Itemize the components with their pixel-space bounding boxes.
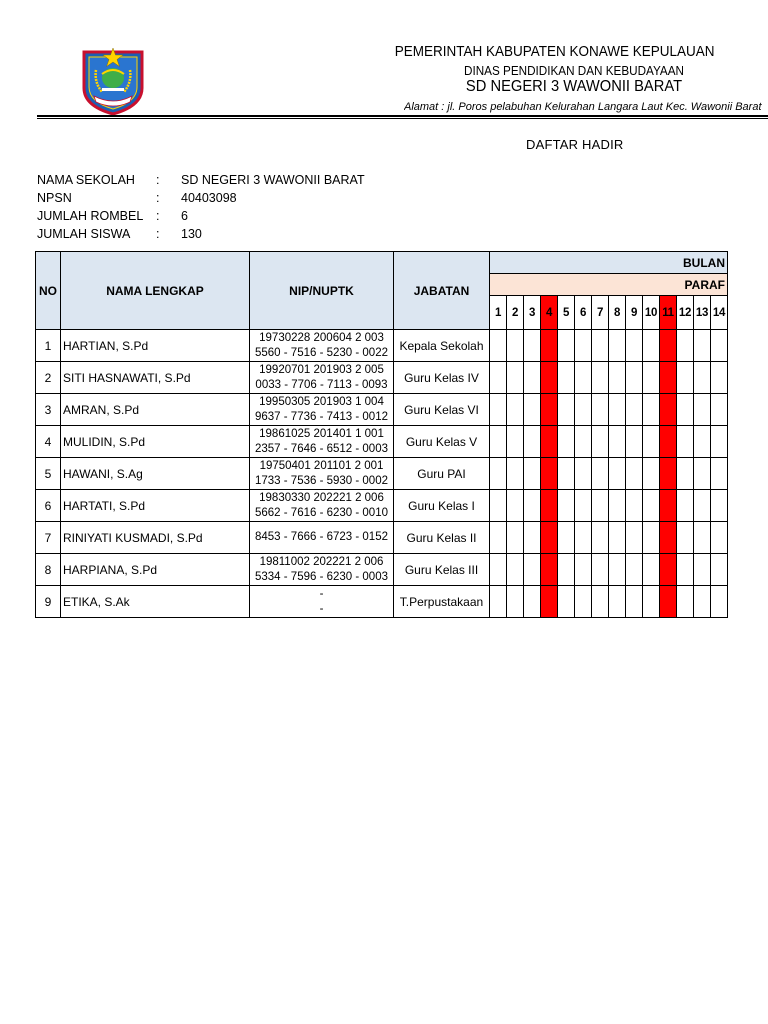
attendance-cell xyxy=(507,330,524,362)
attendance-cell xyxy=(609,362,626,394)
attendance-cell xyxy=(524,586,541,618)
attendance-cell xyxy=(626,490,643,522)
attendance-cell xyxy=(711,362,728,394)
attendance-cell xyxy=(541,426,558,458)
attendance-cell xyxy=(660,362,677,394)
attendance-cell xyxy=(524,330,541,362)
attendance-cell xyxy=(524,458,541,490)
row-nip xyxy=(250,330,394,362)
header-rule-thin xyxy=(37,118,768,119)
attendance-cell xyxy=(592,586,609,618)
info-label: JUMLAH SISWA xyxy=(37,227,131,241)
nuptk-value: 2357 - 7646 - 6512 - 0003 xyxy=(255,442,388,455)
nuptk-value: 5662 - 7616 - 6230 - 0010 xyxy=(255,506,388,519)
attendance-cell xyxy=(490,426,507,458)
attendance-cell xyxy=(643,554,660,586)
day-header-1: 1 xyxy=(490,296,507,330)
header-jabatan: JABATAN xyxy=(394,252,490,330)
attendance-cell xyxy=(507,458,524,490)
header-rule-thick xyxy=(37,115,768,117)
day-header-9: 9 xyxy=(626,296,643,330)
row-jabatan: Guru Kelas VI xyxy=(394,394,490,426)
attendance-cell xyxy=(507,426,524,458)
attendance-cell xyxy=(626,330,643,362)
attendance-cell xyxy=(677,586,694,618)
attendance-cell xyxy=(524,522,541,554)
row-nip xyxy=(250,426,394,458)
attendance-cell xyxy=(507,554,524,586)
attendance-table-wrap xyxy=(35,251,768,631)
day-header-13: 13 xyxy=(694,296,711,330)
attendance-cell xyxy=(541,554,558,586)
day-header-12: 12 xyxy=(677,296,694,330)
attendance-cell xyxy=(541,362,558,394)
row-nip xyxy=(250,362,394,394)
attendance-cell xyxy=(677,490,694,522)
attendance-body xyxy=(36,330,728,618)
attendance-cell xyxy=(694,522,711,554)
day-header-4: 4 xyxy=(541,296,558,330)
row-jabatan: T.Perpustakaan xyxy=(394,586,490,618)
attendance-cell xyxy=(558,330,575,362)
info-label: JUMLAH ROMBEL xyxy=(37,209,144,223)
attendance-cell xyxy=(643,394,660,426)
header-department: DINAS PENDIDIKAN DAN KEBUDAYAAN xyxy=(464,63,684,78)
row-nama: MULIDIN, S.Pd xyxy=(61,426,250,458)
attendance-cell xyxy=(643,522,660,554)
info-label: NAMA SEKOLAH xyxy=(37,173,135,187)
attendance-cell xyxy=(643,458,660,490)
attendance-cell xyxy=(660,586,677,618)
attendance-cell xyxy=(711,554,728,586)
attendance-cell xyxy=(609,586,626,618)
row-no: 2 xyxy=(36,362,61,394)
attendance-cell xyxy=(677,426,694,458)
attendance-cell xyxy=(609,426,626,458)
attendance-cell xyxy=(643,490,660,522)
attendance-cell xyxy=(490,330,507,362)
attendance-cell xyxy=(677,362,694,394)
attendance-cell xyxy=(558,490,575,522)
row-nama: ETIKA, S.Ak xyxy=(61,586,250,618)
info-value: 130 xyxy=(181,227,202,241)
attendance-cell xyxy=(524,554,541,586)
attendance-cell xyxy=(643,330,660,362)
attendance-cell xyxy=(643,362,660,394)
nip-value: 19950305 201903 1 004 xyxy=(259,395,384,408)
attendance-cell xyxy=(711,330,728,362)
row-nama: HARTATI, S.Pd xyxy=(61,490,250,522)
attendance-cell xyxy=(626,362,643,394)
day-header-14: 14 xyxy=(711,296,728,330)
attendance-cell xyxy=(694,394,711,426)
attendance-cell xyxy=(558,394,575,426)
row-jabatan: Guru PAI xyxy=(394,458,490,490)
attendance-cell xyxy=(507,586,524,618)
attendance-cell xyxy=(711,490,728,522)
info-value: 6 xyxy=(181,209,188,223)
row-nip xyxy=(250,458,394,490)
day-header-7: 7 xyxy=(592,296,609,330)
nuptk-value: 9637 - 7736 - 7413 - 0012 xyxy=(255,410,388,423)
row-jabatan: Guru Kelas V xyxy=(394,426,490,458)
day-header-6: 6 xyxy=(575,296,592,330)
info-colon: : xyxy=(156,173,160,187)
day-header-11: 11 xyxy=(660,296,677,330)
attendance-cell xyxy=(677,554,694,586)
attendance-cell xyxy=(575,586,592,618)
row-jabatan: Guru Kelas IV xyxy=(394,362,490,394)
row-no: 7 xyxy=(36,522,61,554)
attendance-cell xyxy=(541,490,558,522)
attendance-cell xyxy=(609,330,626,362)
row-nama: AMRAN, S.Pd xyxy=(61,394,250,426)
attendance-cell xyxy=(524,394,541,426)
info-value: 40403098 xyxy=(181,191,237,205)
attendance-cell xyxy=(575,490,592,522)
nuptk-value: 0033 - 7706 - 7113 - 0093 xyxy=(255,378,388,391)
attendance-cell xyxy=(694,458,711,490)
attendance-cell xyxy=(524,426,541,458)
attendance-cell xyxy=(694,362,711,394)
attendance-cell xyxy=(541,586,558,618)
nip-value: 19861025 201401 1 001 xyxy=(259,427,384,440)
attendance-cell xyxy=(677,330,694,362)
info-colon: : xyxy=(156,191,160,205)
attendance-cell xyxy=(694,330,711,362)
nip-value: - xyxy=(319,587,324,600)
attendance-cell xyxy=(660,426,677,458)
attendance-cell xyxy=(694,554,711,586)
row-no: 5 xyxy=(36,458,61,490)
attendance-cell xyxy=(677,522,694,554)
attendance-cell xyxy=(490,458,507,490)
row-nama: HARPIANA, S.Pd xyxy=(61,554,250,586)
attendance-cell xyxy=(507,522,524,554)
attendance-cell xyxy=(711,426,728,458)
attendance-cell xyxy=(643,426,660,458)
info-colon: : xyxy=(156,227,160,241)
table-row xyxy=(36,586,728,618)
header-no: NO xyxy=(36,252,61,330)
header-bulan: BULAN xyxy=(490,252,728,274)
day-header-3: 3 xyxy=(524,296,541,330)
attendance-cell xyxy=(490,554,507,586)
attendance-cell xyxy=(609,490,626,522)
attendance-cell xyxy=(541,522,558,554)
attendance-cell xyxy=(609,394,626,426)
attendance-table xyxy=(35,251,728,618)
attendance-cell xyxy=(660,554,677,586)
attendance-cell xyxy=(592,458,609,490)
day-header-2: 2 xyxy=(507,296,524,330)
attendance-cell xyxy=(592,490,609,522)
attendance-cell xyxy=(558,458,575,490)
attendance-cell xyxy=(677,394,694,426)
row-nama: SITI HASNAWATI, S.Pd xyxy=(61,362,250,394)
row-no: 1 xyxy=(36,330,61,362)
row-no: 3 xyxy=(36,394,61,426)
row-no: 8 xyxy=(36,554,61,586)
attendance-cell xyxy=(575,522,592,554)
header-paraf: PARAF xyxy=(490,274,728,296)
row-nama: HAWANI, S.Ag xyxy=(61,458,250,490)
attendance-cell xyxy=(660,394,677,426)
header-nip: NIP/NUPTK xyxy=(250,252,394,330)
nip-value: 19811002 202221 2 006 xyxy=(259,555,384,568)
attendance-cell xyxy=(643,586,660,618)
row-jabatan: Kepala Sekolah xyxy=(394,330,490,362)
header-government: PEMERINTAH KABUPATEN KONAWE KEPULAUAN xyxy=(394,43,715,60)
attendance-cell xyxy=(524,362,541,394)
attendance-cell xyxy=(507,362,524,394)
header-address: Alamat : jl. Poros pelabuhan Kelurahan Langara Laut Kec. Wawonii Barat xyxy=(404,101,762,113)
attendance-cell xyxy=(507,394,524,426)
row-nip xyxy=(250,394,394,426)
attendance-cell xyxy=(626,458,643,490)
attendance-cell xyxy=(558,522,575,554)
nuptk-value: 5560 - 7516 - 5230 - 0022 xyxy=(255,346,388,359)
row-nip xyxy=(250,586,394,618)
attendance-cell xyxy=(694,426,711,458)
row-jabatan: Guru Kelas III xyxy=(394,554,490,586)
regency-logo-icon xyxy=(80,44,146,116)
nuptk-value: 1733 - 7536 - 5930 - 0002 xyxy=(255,474,388,487)
attendance-cell xyxy=(575,330,592,362)
nuptk-value: - xyxy=(319,602,324,615)
attendance-cell xyxy=(558,586,575,618)
attendance-cell xyxy=(711,394,728,426)
attendance-cell xyxy=(711,586,728,618)
attendance-cell xyxy=(694,490,711,522)
attendance-cell xyxy=(660,330,677,362)
attendance-cell xyxy=(490,586,507,618)
attendance-cell xyxy=(711,522,728,554)
attendance-cell xyxy=(592,554,609,586)
table-row xyxy=(36,490,728,522)
attendance-cell xyxy=(490,362,507,394)
row-no: 4 xyxy=(36,426,61,458)
table-row xyxy=(36,362,728,394)
table-row xyxy=(36,522,728,554)
row-nip xyxy=(250,554,394,586)
attendance-cell xyxy=(626,394,643,426)
attendance-cell xyxy=(660,522,677,554)
attendance-cell xyxy=(592,426,609,458)
header-school-name: SD NEGERI 3 WAWONII BARAT xyxy=(465,78,683,95)
attendance-cell xyxy=(660,458,677,490)
table-row xyxy=(36,458,728,490)
attendance-cell xyxy=(507,490,524,522)
table-row xyxy=(36,554,728,586)
attendance-cell xyxy=(558,554,575,586)
row-no: 6 xyxy=(36,490,61,522)
attendance-cell xyxy=(490,490,507,522)
row-jabatan: Guru Kelas I xyxy=(394,490,490,522)
attendance-cell xyxy=(575,362,592,394)
nip-value: 8453 - 7666 - 6723 - 0152 xyxy=(255,531,388,543)
day-header-8: 8 xyxy=(609,296,626,330)
nip-value: 19830330 202221 2 006 xyxy=(259,491,384,504)
row-jabatan: Guru Kelas II xyxy=(394,522,490,554)
nip-value: 19920701 201903 2 005 xyxy=(259,363,384,376)
header-nama: NAMA LENGKAP xyxy=(61,252,250,330)
document-title: DAFTAR HADIR xyxy=(526,137,624,152)
nip-value: 19730228 200604 2 003 xyxy=(259,331,384,344)
info-value: SD NEGERI 3 WAWONII BARAT xyxy=(181,173,365,187)
attendance-cell xyxy=(558,362,575,394)
attendance-cell xyxy=(626,586,643,618)
day-header-5: 5 xyxy=(558,296,575,330)
attendance-cell xyxy=(490,522,507,554)
row-nama: RINIYATI KUSMADI, S.Pd xyxy=(61,522,250,554)
attendance-cell xyxy=(626,522,643,554)
nip-value: 19750401 201101 2 001 xyxy=(259,459,384,472)
row-no: 9 xyxy=(36,586,61,618)
table-row xyxy=(36,426,728,458)
row-nip xyxy=(250,490,394,522)
attendance-cell xyxy=(524,490,541,522)
attendance-cell xyxy=(711,458,728,490)
attendance-cell xyxy=(575,458,592,490)
attendance-cell xyxy=(558,426,575,458)
attendance-cell xyxy=(609,522,626,554)
attendance-cell xyxy=(677,458,694,490)
attendance-cell xyxy=(575,554,592,586)
attendance-cell xyxy=(541,394,558,426)
attendance-cell xyxy=(592,330,609,362)
attendance-cell xyxy=(541,458,558,490)
attendance-cell xyxy=(541,330,558,362)
attendance-cell xyxy=(660,490,677,522)
attendance-cell xyxy=(609,554,626,586)
day-header-10: 10 xyxy=(643,296,660,330)
attendance-cell xyxy=(592,362,609,394)
nuptk-value: 5334 - 7596 - 6230 - 0003 xyxy=(255,570,388,583)
info-label: NPSN xyxy=(37,191,72,205)
attendance-cell xyxy=(575,394,592,426)
table-row xyxy=(36,330,728,362)
table-row xyxy=(36,394,728,426)
info-colon: : xyxy=(156,209,160,223)
row-nip xyxy=(250,522,394,554)
attendance-cell xyxy=(490,394,507,426)
row-nama: HARTIAN, S.Pd xyxy=(61,330,250,362)
attendance-cell xyxy=(592,394,609,426)
attendance-cell xyxy=(626,426,643,458)
attendance-cell xyxy=(575,426,592,458)
attendance-cell xyxy=(626,554,643,586)
attendance-cell xyxy=(694,586,711,618)
attendance-cell xyxy=(592,522,609,554)
attendance-cell xyxy=(609,458,626,490)
